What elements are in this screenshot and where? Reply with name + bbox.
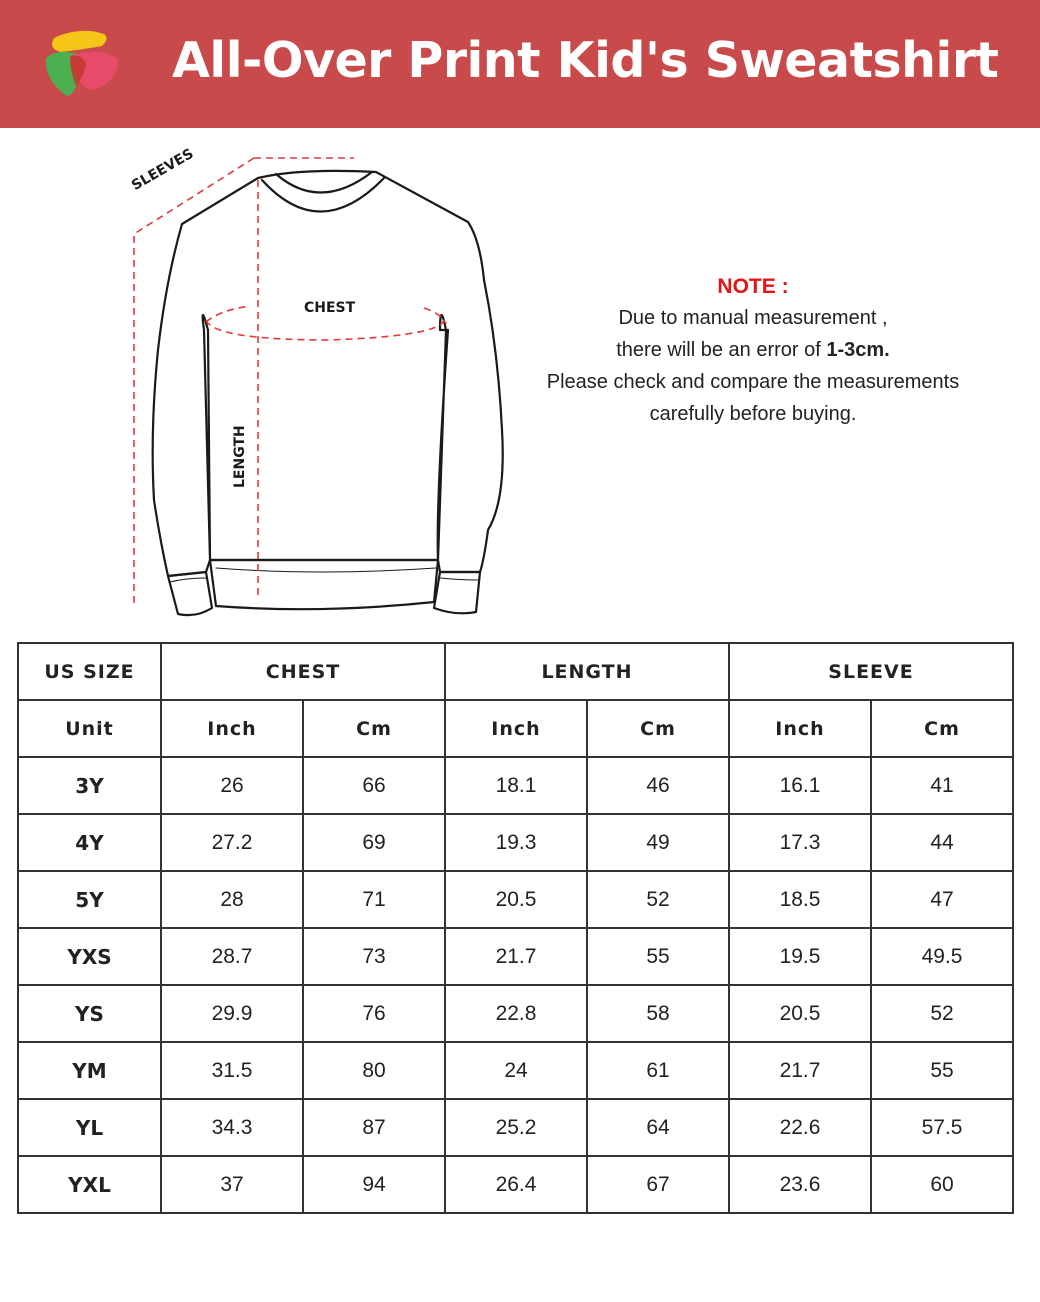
table-cell: 27.2 xyxy=(161,814,303,871)
table-cell: 66 xyxy=(303,757,445,814)
table-cell: 25.2 xyxy=(445,1099,587,1156)
sleeves-label: SLEEVES xyxy=(129,145,197,194)
table-row xyxy=(18,1156,1013,1213)
size-cell: YXS xyxy=(18,928,161,985)
table-cell: 57.5 xyxy=(871,1099,1013,1156)
table-cell: 80 xyxy=(303,1042,445,1099)
table-cell: 17.3 xyxy=(729,814,871,871)
size-cell: YS xyxy=(18,985,161,1042)
chest-label: CHEST xyxy=(304,300,356,316)
table-cell: 29.9 xyxy=(161,985,303,1042)
header-sleeve: SLEEVE xyxy=(729,643,1013,700)
size-cell: 3Y xyxy=(18,757,161,814)
table-cell: 19.5 xyxy=(729,928,871,985)
unit-cell: Cm xyxy=(587,700,729,757)
size-cell: 4Y xyxy=(18,814,161,871)
note-title: NOTE : xyxy=(717,275,789,298)
page-title: All-Over Print Kid's Sweatshirt xyxy=(172,32,999,89)
unit-cell: Inch xyxy=(445,700,587,757)
table-cell: 21.7 xyxy=(445,928,587,985)
table-cell: 26.4 xyxy=(445,1156,587,1213)
table-cell: 18.1 xyxy=(445,757,587,814)
unit-cell: Cm xyxy=(303,700,445,757)
unit-cell: Unit xyxy=(18,700,161,757)
table-cell: 58 xyxy=(587,985,729,1042)
size-cell: YXL xyxy=(18,1156,161,1213)
table-cell: 24 xyxy=(445,1042,587,1099)
table-cell: 47 xyxy=(871,871,1013,928)
table-row xyxy=(18,1042,1013,1099)
logo-icon xyxy=(40,28,124,102)
table-cell: 52 xyxy=(871,985,1013,1042)
table-cell: 94 xyxy=(303,1156,445,1213)
table-cell: 23.6 xyxy=(729,1156,871,1213)
note-line-2 xyxy=(520,334,986,366)
table-cell: 71 xyxy=(303,871,445,928)
note-error-range: 1-3cm. xyxy=(826,339,890,361)
table-cell: 37 xyxy=(161,1156,303,1213)
header-chest: CHEST xyxy=(161,643,445,700)
table-cell: 49.5 xyxy=(871,928,1013,985)
table-cell: 87 xyxy=(303,1099,445,1156)
size-cell: YL xyxy=(18,1099,161,1156)
table-row xyxy=(18,1099,1013,1156)
table-cell: 61 xyxy=(587,1042,729,1099)
table-cell: 73 xyxy=(303,928,445,985)
size-cell: YM xyxy=(18,1042,161,1099)
header-banner xyxy=(0,0,1040,128)
table-cell: 22.6 xyxy=(729,1099,871,1156)
table-cell: 69 xyxy=(303,814,445,871)
table-header-row xyxy=(18,643,1013,700)
table-cell: 76 xyxy=(303,985,445,1042)
table-cell: 21.7 xyxy=(729,1042,871,1099)
table-cell: 55 xyxy=(871,1042,1013,1099)
table-cell: 16.1 xyxy=(729,757,871,814)
length-label: LENGTH xyxy=(232,425,248,488)
size-cell: 5Y xyxy=(18,871,161,928)
table-cell: 44 xyxy=(871,814,1013,871)
table-cell: 18.5 xyxy=(729,871,871,928)
table-row xyxy=(18,928,1013,985)
note-line-3: Please check and compare the measurements xyxy=(546,371,960,393)
note-line-1: Due to manual measurement , xyxy=(618,307,888,329)
table-row xyxy=(18,871,1013,928)
unit-cell: Inch xyxy=(729,700,871,757)
note-line-2-text: there will be an error of xyxy=(616,339,827,361)
table-cell: 49 xyxy=(587,814,729,871)
table-cell: 52 xyxy=(587,871,729,928)
header-length: LENGTH xyxy=(445,643,729,700)
note-line-4: carefully before buying. xyxy=(649,403,857,425)
size-chart-table xyxy=(17,642,1014,1214)
table-cell: 46 xyxy=(587,757,729,814)
table-cell: 41 xyxy=(871,757,1013,814)
header-us-size: US SIZE xyxy=(18,643,161,700)
table-cell: 34.3 xyxy=(161,1099,303,1156)
table-cell: 20.5 xyxy=(729,985,871,1042)
table-cell: 28 xyxy=(161,871,303,928)
unit-row xyxy=(18,700,1013,757)
table-cell: 19.3 xyxy=(445,814,587,871)
table-cell: 60 xyxy=(871,1156,1013,1213)
sweatshirt-diagram xyxy=(120,145,540,628)
table-cell: 26 xyxy=(161,757,303,814)
table-cell: 22.8 xyxy=(445,985,587,1042)
unit-cell: Cm xyxy=(871,700,1013,757)
table-cell: 67 xyxy=(587,1156,729,1213)
table-cell: 31.5 xyxy=(161,1042,303,1099)
table-cell: 55 xyxy=(587,928,729,985)
table-cell: 64 xyxy=(587,1099,729,1156)
table-row xyxy=(18,814,1013,871)
table-row xyxy=(18,985,1013,1042)
unit-cell: Inch xyxy=(161,700,303,757)
table-cell: 28.7 xyxy=(161,928,303,985)
table-cell: 20.5 xyxy=(445,871,587,928)
measurement-note xyxy=(520,272,986,430)
table-row xyxy=(18,757,1013,814)
